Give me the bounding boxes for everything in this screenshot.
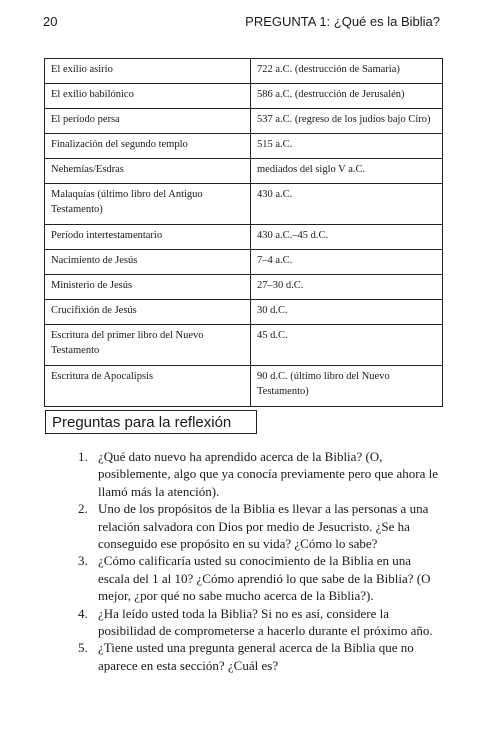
table-row bbox=[45, 184, 443, 225]
table-row bbox=[45, 109, 443, 134]
question-number: 1. bbox=[78, 449, 88, 464]
reflection-heading: Preguntas para la reflexión bbox=[52, 414, 232, 431]
date-cell: 722 a.C. (destrucción de Samaria) bbox=[251, 59, 443, 84]
date-cell: 7–4 a.C. bbox=[251, 250, 443, 275]
question-number: 2. bbox=[78, 501, 88, 517]
question-number: 5. bbox=[78, 640, 88, 656]
date-cell: 586 a.C. (destrucción de Jerusalén) bbox=[251, 84, 443, 109]
list-item bbox=[78, 448, 442, 500]
table-row bbox=[45, 275, 443, 300]
event-cell: El exilio asirio bbox=[45, 59, 251, 84]
date-cell: 430 a.C.–45 d.C. bbox=[251, 225, 443, 250]
date-cell: mediados del siglo V a.C. bbox=[251, 159, 443, 184]
list-item bbox=[78, 639, 442, 674]
question-text: ¿Qué dato nuevo ha aprendido acerca de la Biblia? (O, posiblemente, algo que ya conocía previamente pero que ahora le llamó más la atención). bbox=[98, 449, 439, 499]
event-cell: Finalización del segundo templo bbox=[45, 134, 251, 159]
reflection-heading-box bbox=[45, 410, 257, 434]
event-cell: Crucifixión de Jesús bbox=[45, 300, 251, 325]
question-text: ¿Cómo calificaría usted su conocimiento de la Biblia en una escala del 1 al 10? ¿Cómo aprendió lo que sabe de la Biblia? (O mejor, ¿por qué no sabe mucho acerca de la Biblia?). bbox=[98, 553, 431, 604]
date-cell: 90 d.C. (último libro del Nuevo Testamento) bbox=[251, 366, 443, 407]
event-cell: Nacimiento de Jesús bbox=[45, 250, 251, 275]
date-cell: 515 a.C. bbox=[251, 134, 443, 159]
page-number: 20 bbox=[43, 14, 58, 29]
event-cell: El exilio babilónico bbox=[45, 84, 251, 109]
question-number: 3. bbox=[78, 553, 88, 569]
table-row bbox=[45, 59, 443, 84]
event-cell: Escritura del primer libro del Nuevo Testamento bbox=[45, 325, 251, 366]
date-cell: 30 d.C. bbox=[251, 300, 443, 325]
table-row bbox=[45, 84, 443, 109]
timeline-table bbox=[44, 58, 443, 407]
table-row bbox=[45, 300, 443, 325]
table-row bbox=[45, 325, 443, 366]
page-header bbox=[0, 14, 480, 34]
event-cell: Período intertestamentario bbox=[45, 225, 251, 250]
table-row bbox=[45, 225, 443, 250]
date-cell: 537 a.C. (regreso de los judíos bajo Ciro) bbox=[251, 109, 443, 134]
question-text: ¿Tiene usted una pregunta general acerca de la Biblia que no aparece en esta sección? ¿Cuál es? bbox=[98, 640, 414, 673]
table-row bbox=[45, 366, 443, 407]
list-item bbox=[78, 500, 442, 552]
list-item bbox=[78, 552, 442, 604]
list-item bbox=[78, 605, 442, 640]
table-row bbox=[45, 250, 443, 275]
question-text: ¿Ha leído usted toda la Biblia? Si no es así, considere la posibilidad de comprometerse a hacerlo durante el próximo año. bbox=[98, 605, 433, 639]
event-cell: Nehemías/Esdras bbox=[45, 159, 251, 184]
event-cell: Escritura de Apocalipsis bbox=[45, 366, 251, 407]
table-row bbox=[45, 134, 443, 159]
question-number: 4. bbox=[78, 605, 88, 621]
reflection-questions bbox=[78, 448, 442, 674]
question-text: Uno de los propósitos de la Biblia es llevar a las personas a una relación salvadora con Dios por medio de Jesucristo. ¿Se ha conseguido ese propósito en su vida? ¿Cómo lo sabe? bbox=[98, 501, 429, 552]
running-head: PREGUNTA 1: ¿Qué es la Biblia? bbox=[245, 14, 440, 29]
date-cell: 27–30 d.C. bbox=[251, 275, 443, 300]
event-cell: Ministerio de Jesús bbox=[45, 275, 251, 300]
date-cell: 45 d.C. bbox=[251, 325, 443, 366]
event-cell: Malaquías (último libro del Antiguo Testamento) bbox=[45, 184, 251, 225]
date-cell: 430 a.C. bbox=[251, 184, 443, 225]
table-row bbox=[45, 159, 443, 184]
event-cell: El período persa bbox=[45, 109, 251, 134]
